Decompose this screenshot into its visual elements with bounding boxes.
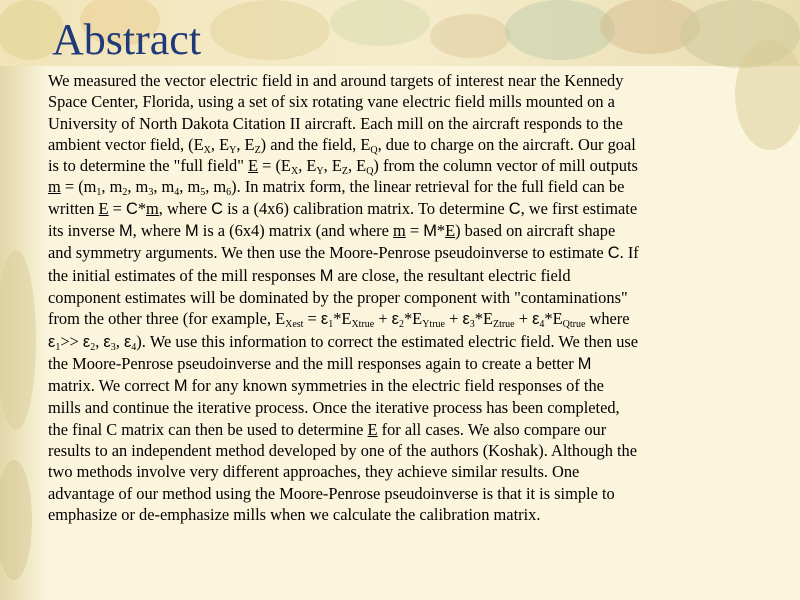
text-segment: , m bbox=[101, 177, 123, 197]
text-segment: ) based on aircraft shape bbox=[455, 221, 616, 241]
text-segment: Space Center, Florida, using a set of six rotating vane electric field mills mounted on a bbox=[48, 92, 615, 112]
text-segment: >> bbox=[60, 331, 83, 351]
subscript: 5 bbox=[200, 187, 206, 199]
text-segment: *E bbox=[403, 309, 423, 329]
text-segment: ambient vector field, (E bbox=[48, 134, 204, 154]
text-segment: M bbox=[319, 266, 334, 285]
abstract-line bbox=[48, 419, 778, 440]
subscript: X bbox=[203, 144, 211, 156]
text-segment: ε bbox=[462, 310, 470, 329]
text-segment: , where bbox=[132, 221, 186, 241]
text-segment: ε bbox=[48, 332, 56, 351]
subscript: Ztrue bbox=[492, 319, 515, 331]
text-segment: C bbox=[211, 199, 223, 218]
subscript: 4 bbox=[539, 319, 545, 331]
text-segment: C bbox=[126, 199, 138, 218]
text-segment: ε bbox=[320, 310, 329, 329]
abstract-line bbox=[48, 483, 778, 504]
text-segment: M bbox=[119, 222, 133, 241]
text-segment: , bbox=[95, 331, 104, 351]
text-segment: ) from the column vector of mill outputs bbox=[373, 156, 638, 176]
subscript: Q bbox=[366, 166, 374, 178]
subscript: 3 bbox=[110, 341, 116, 353]
text-segment: m bbox=[48, 177, 61, 197]
abstract-line bbox=[48, 242, 778, 264]
text-segment: , m bbox=[205, 177, 227, 197]
text-segment: = bbox=[405, 221, 424, 241]
text-segment: E bbox=[248, 156, 259, 176]
abstract-line bbox=[48, 134, 778, 155]
text-segment: We measured the vector electric field in and around targets of interest near the Kennedy bbox=[48, 71, 624, 90]
text-segment: m bbox=[393, 221, 406, 241]
text-segment: and symmetry arguments. We then use the Moore-Penrose pseudoinverse to estimate bbox=[48, 243, 608, 263]
text-segment: *E bbox=[544, 309, 563, 329]
text-segment: , bbox=[115, 331, 124, 351]
subscript: 2 bbox=[90, 341, 96, 353]
subscript: Z bbox=[341, 166, 348, 178]
subscript: Xtrue bbox=[351, 319, 375, 331]
abstract-line bbox=[48, 220, 778, 242]
text-segment: , E bbox=[323, 156, 342, 176]
text-segment: , E bbox=[236, 134, 255, 154]
text-segment: results to an independent method developed by one of the authors (Koshak). Although the bbox=[48, 441, 638, 461]
abstract-line bbox=[48, 198, 778, 220]
text-segment: + bbox=[374, 309, 392, 329]
abstract-line bbox=[48, 308, 778, 330]
text-segment: , we first estimate bbox=[520, 198, 638, 218]
abstract-line bbox=[48, 91, 778, 112]
text-segment: the initial estimates of the mill responses bbox=[48, 265, 320, 285]
text-segment: = bbox=[108, 198, 126, 218]
text-segment: *E bbox=[474, 309, 493, 329]
abstract-line bbox=[48, 70, 778, 91]
text-segment: the final C matrix can then be used to determine bbox=[48, 419, 368, 439]
text-segment: ). In matrix form, the linear retrieval for the full field can be bbox=[231, 177, 625, 197]
text-segment: for all cases. We also compare our bbox=[377, 419, 607, 439]
text-segment: M bbox=[173, 377, 188, 396]
subscript: X bbox=[290, 166, 299, 178]
text-segment: from the other three (for example, E bbox=[48, 309, 286, 329]
subscript: 3 bbox=[469, 319, 475, 331]
text-segment: C bbox=[607, 244, 620, 263]
text-segment: E bbox=[367, 419, 378, 439]
text-segment: mills and continue the iterative process. Once the iterative process has been completed, bbox=[48, 398, 620, 418]
abstract-line bbox=[48, 397, 778, 418]
text-segment: ) and the field, E bbox=[260, 134, 371, 154]
text-segment: , due to charge on the aircraft. Our goal bbox=[377, 134, 636, 154]
text-segment: * bbox=[137, 198, 147, 218]
text-segment: = (m bbox=[60, 177, 97, 197]
subscript: Q bbox=[370, 144, 378, 156]
abstract-body bbox=[48, 70, 778, 525]
text-segment: E bbox=[98, 198, 109, 218]
text-segment: emphasize or de-emphasize mills when we calculate the calibration matrix. bbox=[48, 504, 541, 524]
text-segment: , E bbox=[347, 156, 367, 176]
text-segment: , m bbox=[127, 177, 149, 197]
text-segment: for any known symmetries in the electric field responses of the bbox=[187, 376, 604, 396]
text-segment: ). We use this information to correct the estimated electric field. We then use bbox=[136, 331, 639, 351]
subscript: Y bbox=[229, 144, 237, 156]
subscript: 1 bbox=[328, 319, 334, 331]
text-segment: M bbox=[423, 222, 437, 241]
text-segment: component estimates will be dominated by the proper component with "contaminations" bbox=[48, 287, 628, 307]
text-segment: University of North Dakota Citation II aircraft. Each mill on the aircraft responds to the bbox=[48, 113, 623, 133]
text-segment: matrix. We correct bbox=[48, 376, 174, 396]
text-segment: , m bbox=[179, 177, 201, 197]
text-segment: the Moore-Penrose pseudoinverse and the mill responses again to create a better bbox=[48, 353, 578, 373]
abstract-line bbox=[48, 265, 778, 287]
text-segment: C bbox=[508, 199, 521, 218]
text-segment: two methods involve very different approaches, they achieve similar results. One bbox=[48, 462, 580, 482]
abstract-line bbox=[48, 176, 778, 197]
subscript: Qtrue bbox=[562, 319, 586, 331]
subscript: 4 bbox=[131, 341, 137, 353]
abstract-line bbox=[48, 113, 778, 134]
text-segment: + bbox=[514, 309, 533, 329]
text-segment: are close, the resultant electric field bbox=[333, 265, 571, 285]
text-segment: M bbox=[577, 354, 592, 373]
text-segment: ε bbox=[532, 310, 540, 329]
text-segment: * bbox=[436, 221, 446, 241]
text-segment: , E bbox=[210, 134, 230, 154]
abstract-line bbox=[48, 375, 778, 397]
subscript: 1 bbox=[96, 187, 102, 199]
text-segment: ε bbox=[103, 332, 111, 351]
text-segment: where bbox=[585, 309, 630, 329]
text-segment: m bbox=[146, 198, 159, 218]
subscript: 6 bbox=[226, 187, 232, 199]
text-segment: + bbox=[444, 309, 463, 329]
abstract-line bbox=[48, 504, 778, 525]
subscript: 1 bbox=[55, 341, 61, 353]
subscript: 3 bbox=[148, 187, 154, 199]
abstract-line bbox=[48, 440, 778, 461]
page-title: Abstract bbox=[52, 15, 202, 64]
text-segment: E bbox=[445, 221, 456, 241]
text-segment: is a (6x4) matrix (and where bbox=[198, 221, 394, 241]
text-segment: , where bbox=[158, 198, 212, 218]
text-segment: ε bbox=[82, 332, 91, 351]
abstract-line bbox=[48, 155, 778, 176]
text-segment: its inverse bbox=[48, 221, 120, 241]
subscript: 4 bbox=[174, 187, 180, 199]
text-segment: = bbox=[303, 309, 321, 329]
text-segment: is to determine the "full field" bbox=[48, 156, 249, 176]
abstract-line bbox=[48, 461, 778, 482]
abstract-line bbox=[48, 353, 778, 375]
text-segment: advantage of our method using the Moore-Penrose pseudoinverse is that it is simple to bbox=[48, 483, 615, 503]
subscript: Ytrue bbox=[422, 319, 445, 331]
subscript: 2 bbox=[122, 187, 128, 199]
text-segment: written bbox=[48, 198, 99, 218]
text-segment: ε bbox=[123, 332, 132, 351]
text-segment: M bbox=[185, 222, 199, 241]
text-segment: = (E bbox=[258, 156, 291, 176]
subscript: Y bbox=[316, 166, 324, 178]
abstract-line bbox=[48, 331, 778, 353]
text-segment: ε bbox=[391, 310, 399, 329]
text-segment: *E bbox=[333, 309, 352, 329]
abstract-line bbox=[48, 287, 778, 308]
text-segment: , E bbox=[298, 156, 317, 176]
subscript: Z bbox=[254, 144, 261, 156]
text-segment: . If bbox=[619, 243, 639, 263]
text-segment: is a (4x6) calibration matrix. To determine bbox=[222, 198, 509, 218]
text-segment: , m bbox=[153, 177, 175, 197]
subscript: 2 bbox=[398, 319, 404, 331]
subscript: Xest bbox=[285, 319, 304, 331]
